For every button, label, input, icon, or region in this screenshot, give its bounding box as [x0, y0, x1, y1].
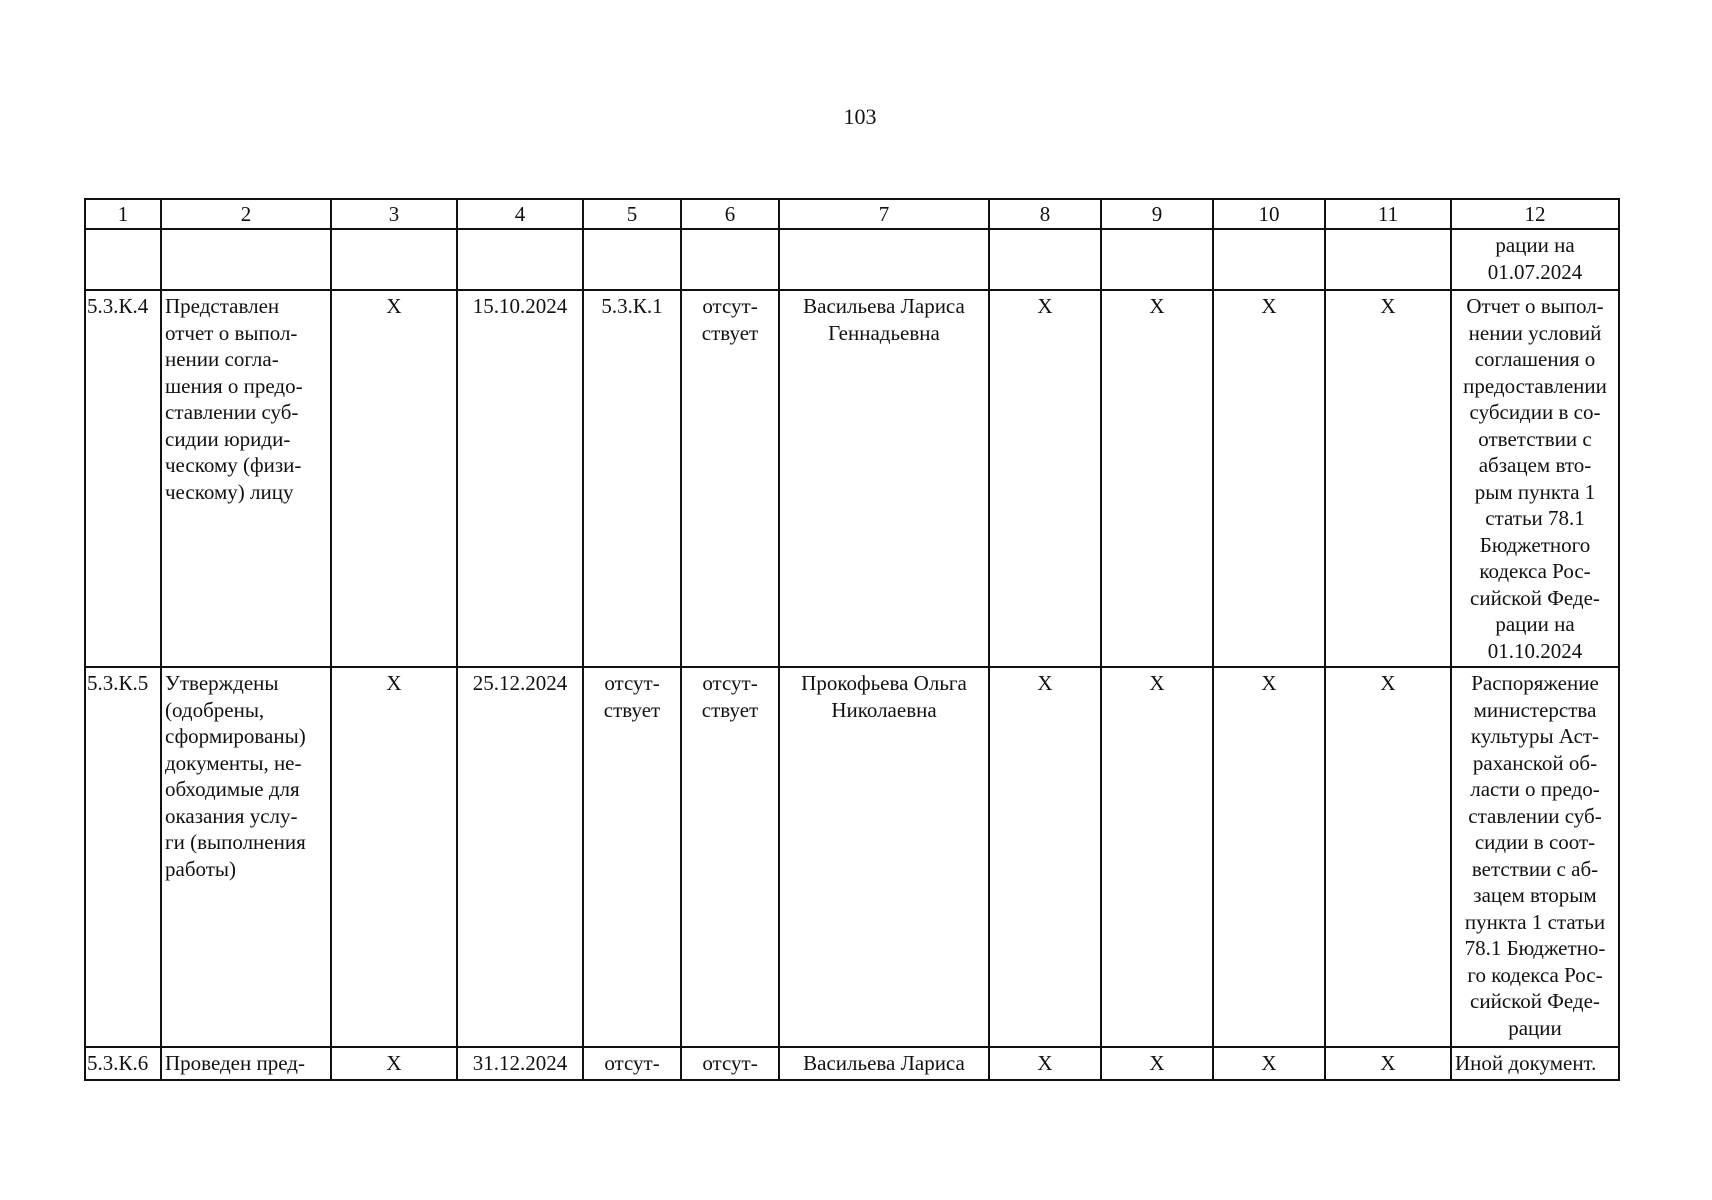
table-cell: Х — [1101, 667, 1213, 1047]
table-cell — [1325, 229, 1451, 290]
table-cell: Х — [331, 667, 457, 1047]
table-cell: Х — [331, 290, 457, 667]
responsible-person-cell: Васильева Лариса — [779, 1047, 989, 1080]
table-cell: отсут- — [681, 1047, 779, 1080]
table-cell: Х — [989, 290, 1101, 667]
table-cell: Х — [1325, 667, 1451, 1047]
column-header: 5 — [583, 199, 681, 229]
table-cell — [161, 229, 331, 290]
table-cell: отсут- — [583, 1047, 681, 1080]
column-header: 12 — [1451, 199, 1619, 229]
table-cell: Х — [1213, 290, 1325, 667]
row-number: 5.3.К.5 — [85, 667, 161, 1047]
table-cell: Х — [331, 1047, 457, 1080]
table-cell: Х — [1325, 290, 1451, 667]
continuation-row — [85, 229, 1619, 290]
table-cell: Х — [1213, 1047, 1325, 1080]
table-cell: Х — [1101, 1047, 1213, 1080]
column-number-row — [85, 199, 1619, 229]
column-header: 8 — [989, 199, 1101, 229]
column-header: 3 — [331, 199, 457, 229]
date-cell: 31.12.2024 — [457, 1047, 583, 1080]
event-name-cell: Представлен отчет о выпол- нении согла- шения о предо- ставлении суб- сидии юриди- ческому (физи- ческому) лицу — [161, 290, 331, 667]
column-header: 7 — [779, 199, 989, 229]
column-header: 2 — [161, 199, 331, 229]
table-cell: отсут- ствует — [681, 667, 779, 1047]
event-name-cell: Утверждены (одобрены, сформированы) документы, не- обходимые для оказания услу- ги (выполнения работы) — [161, 667, 331, 1047]
table-cell: отсут- ствует — [681, 290, 779, 667]
document-cell: Отчет о выпол- нении условий соглашения о предоставлении субсидии в со- ответствии с абзацем вто- рым пункта 1 статьи 78.1 Бюджетного кодекса Рос- сийской Феде- рации на 01.10.2024 — [1451, 290, 1619, 667]
table-row — [85, 290, 1619, 667]
event-name-cell: Проведен пред- — [161, 1047, 331, 1080]
column-header: 11 — [1325, 199, 1451, 229]
document-cell: рации на 01.07.2024 — [1451, 229, 1619, 290]
date-cell: 15.10.2024 — [457, 290, 583, 667]
column-header: 1 — [85, 199, 161, 229]
table-cell — [1101, 229, 1213, 290]
date-cell: 25.12.2024 — [457, 667, 583, 1047]
column-header: 10 — [1213, 199, 1325, 229]
table-cell — [681, 229, 779, 290]
document-cell: Иной документ. — [1451, 1047, 1619, 1080]
row-number: 5.3.К.4 — [85, 290, 161, 667]
table-row — [85, 667, 1619, 1047]
table-cell: 5.3.К.1 — [583, 290, 681, 667]
table-cell: Х — [1213, 667, 1325, 1047]
table-cell — [457, 229, 583, 290]
table-cell — [1213, 229, 1325, 290]
plan-table — [84, 198, 1620, 1081]
table-cell — [331, 229, 457, 290]
table-cell — [583, 229, 681, 290]
responsible-person-cell: Васильева Лариса Геннадьевна — [779, 290, 989, 667]
table-cell: Х — [1325, 1047, 1451, 1080]
table-row — [85, 1047, 1619, 1080]
document-cell: Распоряжение министерства культуры Аст- раханской об- ласти о предо- ставлении суб- сидии в соот- ветствии с аб- зацем вторым пункта 1 статьи 78.1 Бюджетно- го кодекса Рос- сийской Феде- рации — [1451, 667, 1619, 1047]
table-cell — [989, 229, 1101, 290]
table-cell: отсут- ствует — [583, 667, 681, 1047]
table-cell: Х — [989, 1047, 1101, 1080]
column-header: 4 — [457, 199, 583, 229]
row-number: 5.3.К.6 — [85, 1047, 161, 1080]
page-number: 103 — [843, 104, 877, 129]
column-header: 9 — [1101, 199, 1213, 229]
table-cell: Х — [989, 667, 1101, 1047]
table-cell: Х — [1101, 290, 1213, 667]
responsible-person-cell: Прокофьева Ольга Николаевна — [779, 667, 989, 1047]
table-cell — [779, 229, 989, 290]
column-header: 6 — [681, 199, 779, 229]
table-cell — [85, 229, 161, 290]
